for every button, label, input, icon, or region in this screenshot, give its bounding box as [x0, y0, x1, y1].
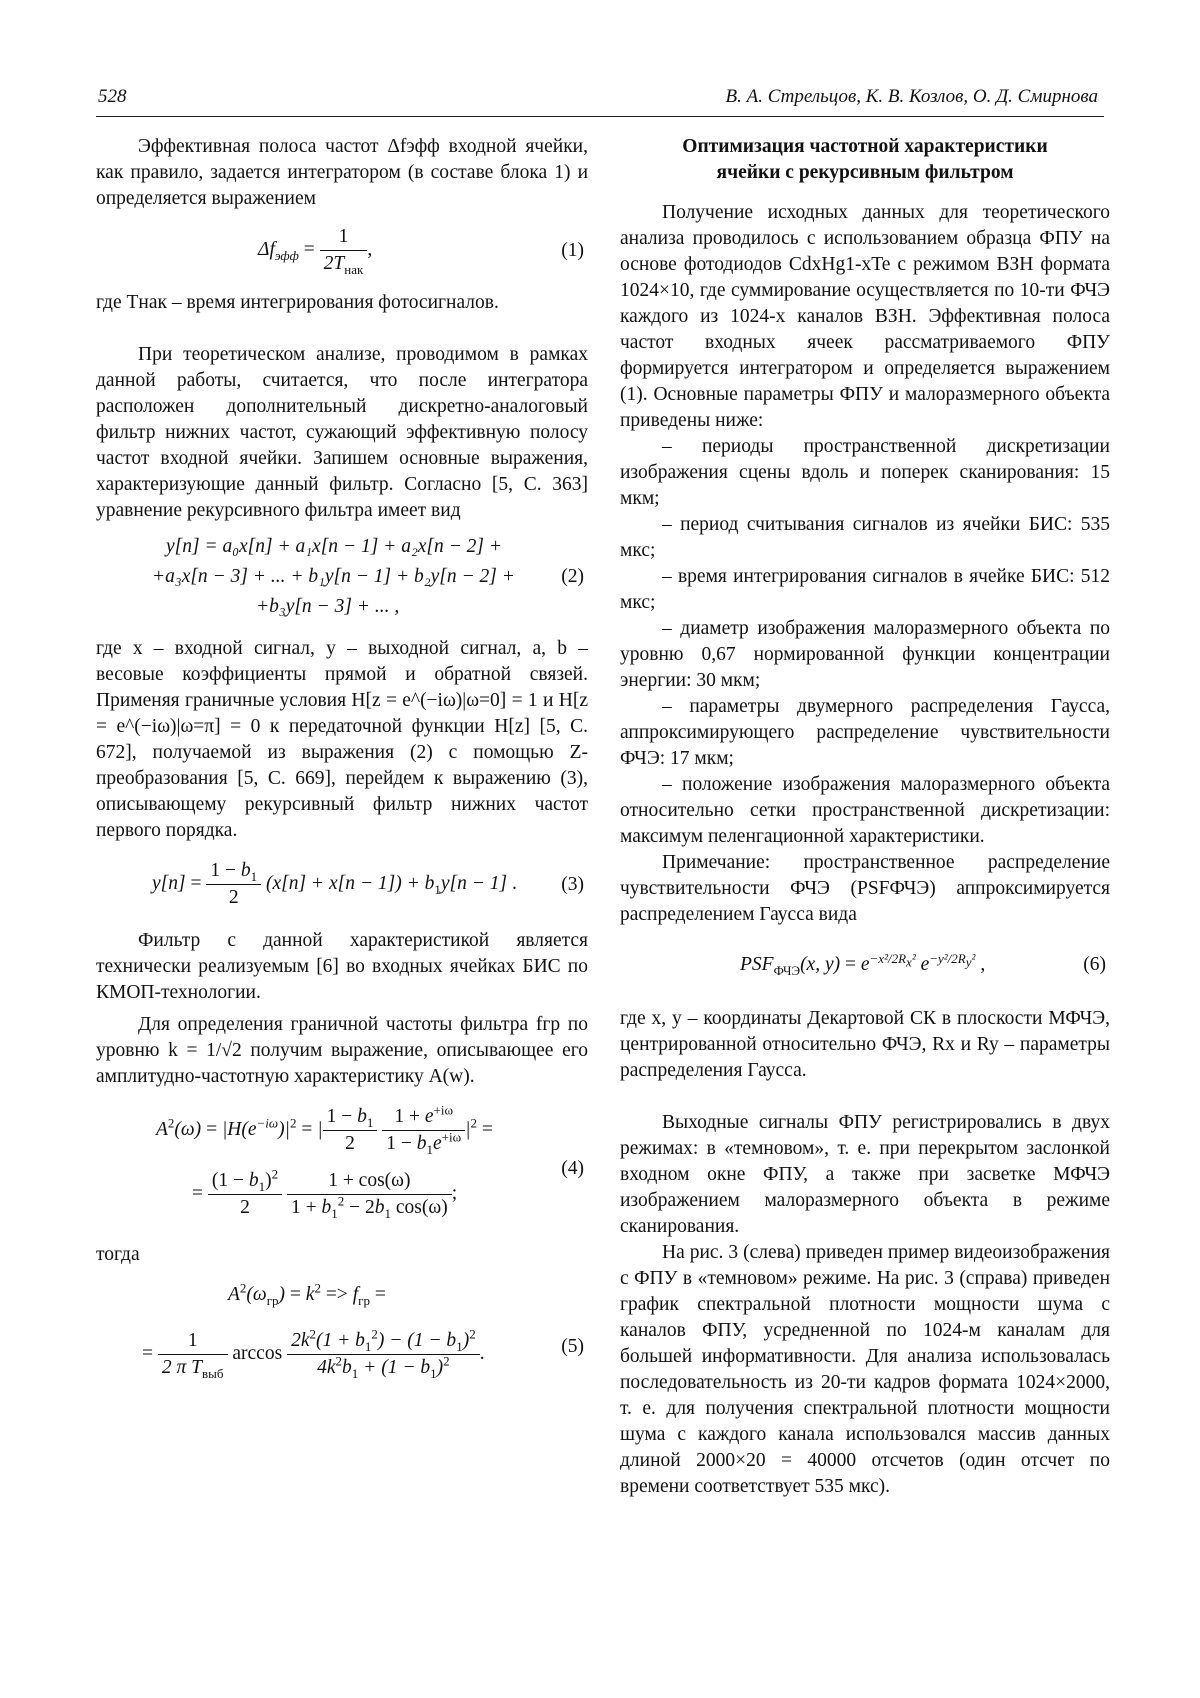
section-title	[620, 134, 1110, 186]
equation-2-line-1: y[n] = a₀x[n] + a₁x[n − 1] + a₂x[n − 2] +	[166, 534, 502, 560]
right-paragraph-5: На рис. 3 (слева) приведен пример видеоизображения с ФПУ в «темновом» режиме. На рис. 3 (справа) приведен график спектральной плотности мощности шума с каналов ФПУ, усредненной по 1024-м каналам для большей информативности. Для анализа использовалась последовательность из 20-ти кадров формата 1024×2000, т. е. для получения спектральной плотности мощности шума с каждого канала использовался массив данных длиной 2000×20 = 40000 отсчетов (один отсчет по времени соответствует 535 мкс).	[620, 1240, 1110, 1500]
equation-6: PSFФЧЭ(x, y) = e−x²/2Rx² e−y²/2Ry² , (6)	[620, 940, 1110, 998]
section-title-line-2: ячейки с рекурсивным фильтром	[620, 160, 1110, 186]
equation-3: y[n] = 1 − b1 2 (x[n] + x[n − 1]) + b1y[n − 1] . (3)	[96, 854, 588, 916]
paper-page	[0, 0, 1200, 1698]
left-paragraph-6: Для определения граничной частоты фильтра fгр по уровню k = 1/√2 получим выражение, описывающее его амплитудно-частотную характеристику A(w).	[96, 1012, 588, 1090]
running-authors: В. А. Стрельцов, К. В. Козлов, О. Д. Смирнова	[726, 84, 1098, 110]
left-paragraph-2: где Tнак – время интегрирования фотосигналов.	[96, 290, 588, 316]
equation-1-number: (1)	[561, 238, 584, 264]
running-header	[96, 82, 1104, 117]
list-item: – положение изображения малоразмерного объекта относительно сетки пространственной дискретизации: максимум пеленгационной характеристики.	[620, 772, 1110, 850]
page-number: 528	[98, 84, 127, 110]
equation-4-number: (4)	[561, 1156, 584, 1182]
equation-4: A2(ω) = |H(e−iω)|2 = | 1 − b1 2 1 + e+iω 1 − b1e+iω |2 = = (1 − b1)2 2 1 + cos(ω) 1 + b12 − 2b1 cos(ω) ; (4)	[96, 1102, 588, 1230]
left-paragraph-5: Фильтр с данной характеристикой является технически реализуемым [6] во входных ячейках БИС по КМОП-технологии.	[96, 928, 588, 1006]
equation-2	[96, 534, 588, 626]
equation-5: A2(ωгр) = k2 => fгр = = 1 2 π Tвыб arccos 2k2(1 + b12) − (1 − b1)2 4k2b1 + (1 − b1)2 . (5)	[96, 1282, 588, 1402]
equation-1: Δfэфф = 1 2Tнак , (1)	[96, 220, 588, 282]
left-paragraph-4: где x – входной сигнал, y – выходной сигнал, a, b – весовые коэффициенты прямой и обратной связей. Применяя граничные условия H[z = e^(−iω)|ω=0] = 1 и H[z = e^(−iω)|ω=π] = 0 к передаточной функции H[z] [5, С. 672], получаемой из выражения (2) с помощью Z-преобразования [5, С. 669], перейдем к выражению (3), описывающему рекурсивный фильтр нижних частот первого порядка.	[96, 636, 588, 844]
right-paragraph-1: Получение исходных данных для теоретического анализа проводилось с использованием образца ФПУ на основе фотодиодов CdxHg1-xTe с режимом ВЗН формата 1024×10, где суммирование осуществляется по 10-ти ФЧЭ каждого из 1024-х каналов ВЗН. Эффективная полоса частот входных ячеек рассматриваемого ФПУ формируется интегратором и определяется выражением (1). Основные параметры ФПУ и малоразмерного объекта приведены ниже:	[620, 200, 1110, 434]
equation-6-number: (6)	[1083, 952, 1106, 978]
equation-5-number: (5)	[561, 1334, 584, 1360]
list-item: – периоды пространственной дискретизации изображения сцены вдоль и поперек сканирования: 15 мкм;	[620, 434, 1110, 512]
left-column	[96, 134, 588, 1402]
equation-3-number: (3)	[561, 872, 584, 898]
left-paragraph-3: При теоретическом анализе, проводимом в рамках данной работы, считается, что после интегратора расположен дополнительный дискретно-аналоговый фильтр нижних частот, сужающий эффективную полосу частот входной ячейки. Запишем основные выражения, характеризующие данный фильтр. Согласно [5, С. 363] уравнение рекурсивного фильтра имеет вид	[96, 342, 588, 524]
equation-2-line-3: +b₃y[n − 3] + ... ,	[256, 594, 399, 620]
parameter-list	[620, 434, 1110, 850]
left-paragraph-1: Эффективная полоса частот Δfэфф входной ячейки, как правило, задается интегратором (в составе блока 1) и определяется выражением	[96, 134, 588, 212]
right-column	[620, 134, 1110, 1500]
list-item: – время интегрирования сигналов в ячейке БИС: 512 мкс;	[620, 564, 1110, 616]
right-paragraph-3: где x, y – координаты Декартовой СК в плоскости МФЧЭ, центрированной относительно ФЧЭ, Rx и Ry – параметры распределения Гаусса.	[620, 1006, 1110, 1084]
list-item: – параметры двумерного распределения Гаусса, аппроксимирующего распределение чувствительности ФЧЭ: 17 мкм;	[620, 694, 1110, 772]
right-paragraph-4: Выходные сигналы ФПУ регистрировались в двух режимах: в «темновом», т. е. при перекрытом заслонкой входном окне ФПУ, а также при засветке МФЧЭ изображением малоразмерного объекта в режиме сканирования.	[620, 1110, 1110, 1240]
list-item: – диаметр изображения малоразмерного объекта по уровню 0,67 нормированной функции концентрации энергии: 30 мкм;	[620, 616, 1110, 694]
section-title-line-1: Оптимизация частотной характеристики	[620, 134, 1110, 160]
equation-2-number: (2)	[561, 564, 584, 590]
left-paragraph-7: тогда	[96, 1242, 588, 1268]
list-item: – период считывания сигналов из ячейки БИС: 535 мкс;	[620, 512, 1110, 564]
right-paragraph-2: Примечание: пространственное распределение чувствительности ФЧЭ (PSFФЧЭ) аппроксимируется распределением Гаусса вида	[620, 850, 1110, 928]
equation-2-line-2: +a₃x[n − 3] + ... + b₁y[n − 1] + b₂y[n − 2] +	[152, 564, 515, 590]
